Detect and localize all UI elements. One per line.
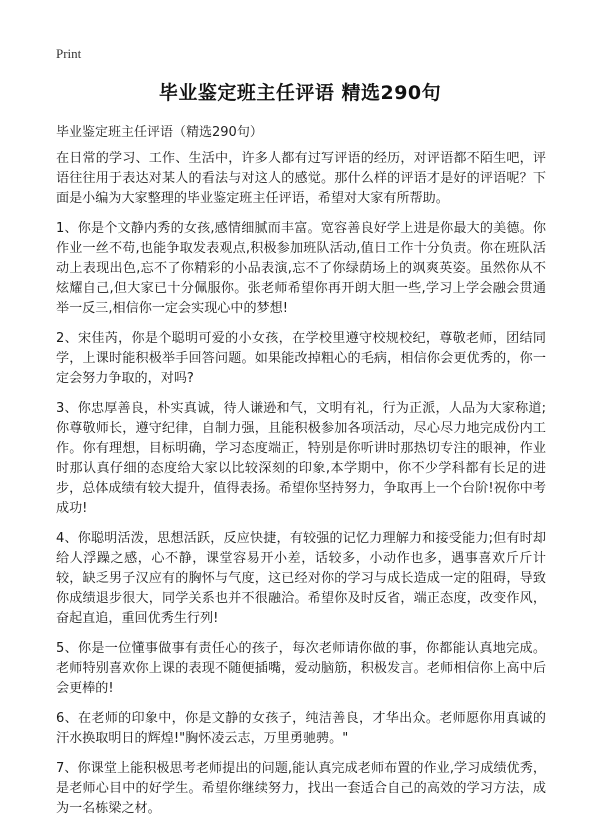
document-body xyxy=(56,149,546,829)
comment-paragraph-6: 6、在老师的印象中，你是文静的女孩子，纯洁善良，才华出众。老师愿你用真诚的汗水换取明日的辉煌!"胸怀凌云志，万里勇驰骋。" xyxy=(56,711,546,746)
document-subtitle: 毕业鉴定班主任评语（精选290句） xyxy=(56,125,263,140)
comment-paragraph-4: 4、你聪明活泼，思想活跃，反应快捷，有较强的记忆力理解力和接受能力;但有时却给人浮躁之感，心不静，课堂容易开小差，话较多，小动作也多，遇事喜欢斤斤计较，缺乏男子汉应有的胸怀与气度，这已经对你的学习与成长造成一定的阻碍，导致你成绩退步很大，同学关系也并不很融洽。希望你及时反省，端正态度，改变作风，奋起直追，重回优秀生行列! xyxy=(56,531,546,626)
comment-paragraph-3: 3、你忠厚善良，朴实真诚，待人谦逊和气，文明有礼，行为正派，人品为大家称道;你尊敬师长，遵守纪律，自制力强，且能积极参加各项活动，尽心尽力地完成份内工作。你有理想，目标明确，学习态度端正，特别是你听讲时那热切专注的眼神，作业时那认真仔细的态度给大家以比较深刻的印象,本学期中，你不少学科都有长足的进步，总体成绩有较大提升，值得表扬。希望你坚持努力，争取再上一个台阶!祝你中考成功! xyxy=(56,401,546,516)
print-link[interactable]: Print xyxy=(56,46,82,61)
comment-paragraph-2: 2、宋佳芮，你是个聪明可爱的小女孩，在学校里遵守校规校纪，尊敬老师，团结同学，上课时能积极举手回答问题。如果能改掉粗心的毛病，相信你会更优秀的，你一定会努力争取的，对吗? xyxy=(56,331,546,386)
intro-paragraph: 在日常的学习、工作、生活中，许多人都有过写评语的经历，对评语都不陌生吧，评语往往用于表达对某人的看法与对这人的感觉。那什么样的评语才是好的评语呢？下面是小编为大家整理的毕业鉴定班主任评语，希望对大家有所帮助。 xyxy=(56,151,546,206)
comment-paragraph-5: 5、你是一位懂事做事有责任心的孩子，每次老师请你做的事，你都能认真地完成。老师特别喜欢你上课的表现不随便插嘴，爱动脑筋，积极发言。老师相信你上高中后会更棒的! xyxy=(56,641,546,696)
page-title: 毕业鉴定班主任评语 精选290句 xyxy=(158,82,442,104)
comment-paragraph-7: 7、你课堂上能积极思考老师提出的问题,能认真完成老师布置的作业,学习成绩优秀，是老师心目中的好学生。希望你继续努力，找出一套适合自己的高效的学习方法，成为一名栋梁之材。 xyxy=(56,761,546,816)
comment-paragraph-1: 1、你是个文静内秀的女孩,感情细腻而丰富。宽容善良好学上进是你最大的美德。你作业一丝不苟,也能争取发表观点,积极参加班队活动,值日工作十分负责。你在班队活动上表现出色,忘不了你精彩的小品表演,忘不了你绿荫场上的飒爽英姿。虽然你从不炫耀自己,但大家已十分佩服你。张老师希望你再开朗大胆一些,学习上学会融会贯通举一反三,相信你一定会实现心中的梦想! xyxy=(56,221,546,316)
